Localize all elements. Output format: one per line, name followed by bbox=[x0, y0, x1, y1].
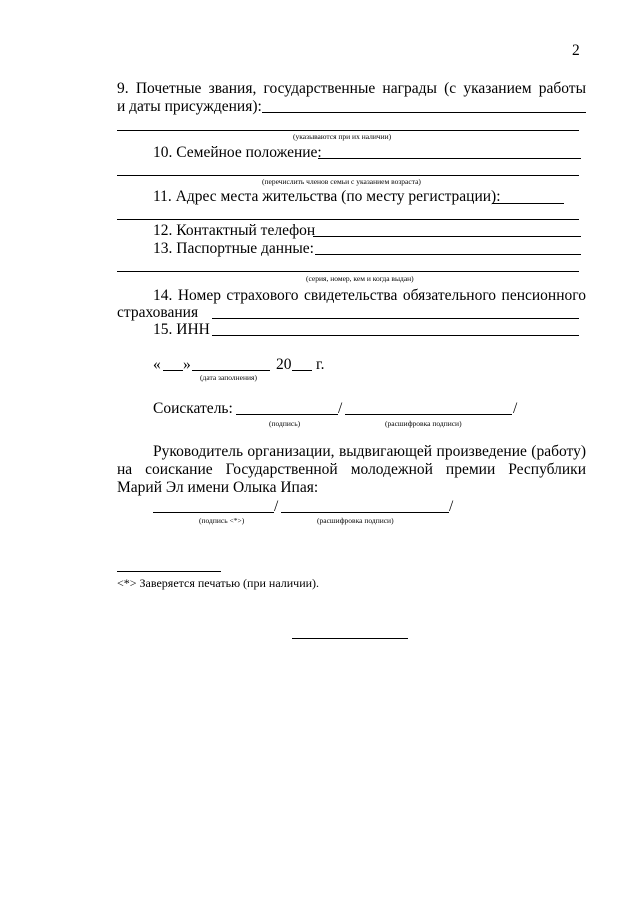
item10-field-2[interactable] bbox=[117, 175, 579, 176]
date-year-field[interactable] bbox=[292, 370, 312, 371]
item13-label: 13. Паспортные данные: bbox=[153, 240, 314, 257]
head-decode-field[interactable] bbox=[281, 512, 449, 513]
applicant-signature-field[interactable] bbox=[236, 414, 338, 415]
item15-label: 15. ИНН bbox=[153, 321, 210, 338]
date-day-field[interactable] bbox=[163, 370, 183, 371]
page-number: 2 bbox=[572, 42, 580, 59]
item14-field[interactable] bbox=[212, 318, 579, 319]
head-line3: Марий Эл имени Олыка Ипая: bbox=[117, 479, 319, 496]
date-close-quote: » bbox=[183, 356, 191, 373]
applicant-label: Соискатель: bbox=[153, 400, 233, 417]
head-signature-field[interactable] bbox=[153, 512, 274, 513]
applicant-slash-1: / bbox=[338, 400, 343, 417]
item11-label: 11. Адрес места жительства (по месту регистрации): bbox=[153, 188, 501, 205]
item9-field-1[interactable] bbox=[262, 112, 586, 113]
item14-line2: страхования bbox=[117, 304, 199, 321]
footnote-separator bbox=[117, 571, 221, 572]
head-decode-caption: (расшифровка подписи) bbox=[317, 516, 394, 525]
item10-caption: (перечислить членов семьи с указанием возраста) bbox=[262, 177, 421, 186]
item15-field[interactable] bbox=[212, 335, 579, 336]
head-line1: Руководитель организации, выдвигающей произведение (работу) bbox=[153, 443, 586, 460]
item13-field-2[interactable] bbox=[117, 271, 579, 272]
date-caption: (дата заполнения) bbox=[200, 373, 257, 382]
item12-label: 12. Контактный телефон bbox=[153, 222, 316, 239]
closing-rule bbox=[292, 638, 408, 639]
item9-line1: 9. Почетные звания, государственные награды (с указанием работы bbox=[117, 80, 586, 97]
item11-field-1[interactable] bbox=[492, 203, 564, 204]
date-open-quote: « bbox=[153, 356, 161, 373]
head-line2: на соискание Государственной молодежной премии Республики bbox=[117, 461, 586, 478]
item13-field-1[interactable] bbox=[315, 254, 581, 255]
applicant-sign-caption: (подпись) bbox=[269, 419, 301, 428]
item14-line1: 14. Номер страхового свидетельства обязательного пенсионного bbox=[153, 287, 586, 304]
date-month-field[interactable] bbox=[192, 370, 270, 371]
head-slash-2: / bbox=[449, 498, 454, 515]
item9-field-2[interactable] bbox=[117, 130, 579, 131]
item12-field[interactable] bbox=[313, 236, 581, 237]
item10-field-1[interactable] bbox=[318, 158, 581, 159]
applicant-decode-field[interactable] bbox=[345, 414, 512, 415]
item9-caption: (указываются при их наличии) bbox=[293, 132, 392, 141]
footnote-text: <*> Заверяется печатью (при наличии). bbox=[117, 576, 320, 590]
item13-caption: (серия, номер, кем и когда выдан) bbox=[306, 274, 414, 283]
item10-label: 10. Семейное положение: bbox=[153, 144, 322, 161]
date-year-suffix: г. bbox=[316, 356, 325, 373]
head-slash-1: / bbox=[274, 498, 279, 515]
item11-field-2[interactable] bbox=[117, 219, 579, 220]
date-year-prefix: 20 bbox=[276, 356, 292, 373]
head-sign-caption: (подпись <*>) bbox=[199, 516, 245, 525]
applicant-decode-caption: (расшифровка подписи) bbox=[385, 419, 462, 428]
applicant-slash-2: / bbox=[513, 400, 518, 417]
item9-line2: и даты присуждения): bbox=[117, 98, 262, 115]
